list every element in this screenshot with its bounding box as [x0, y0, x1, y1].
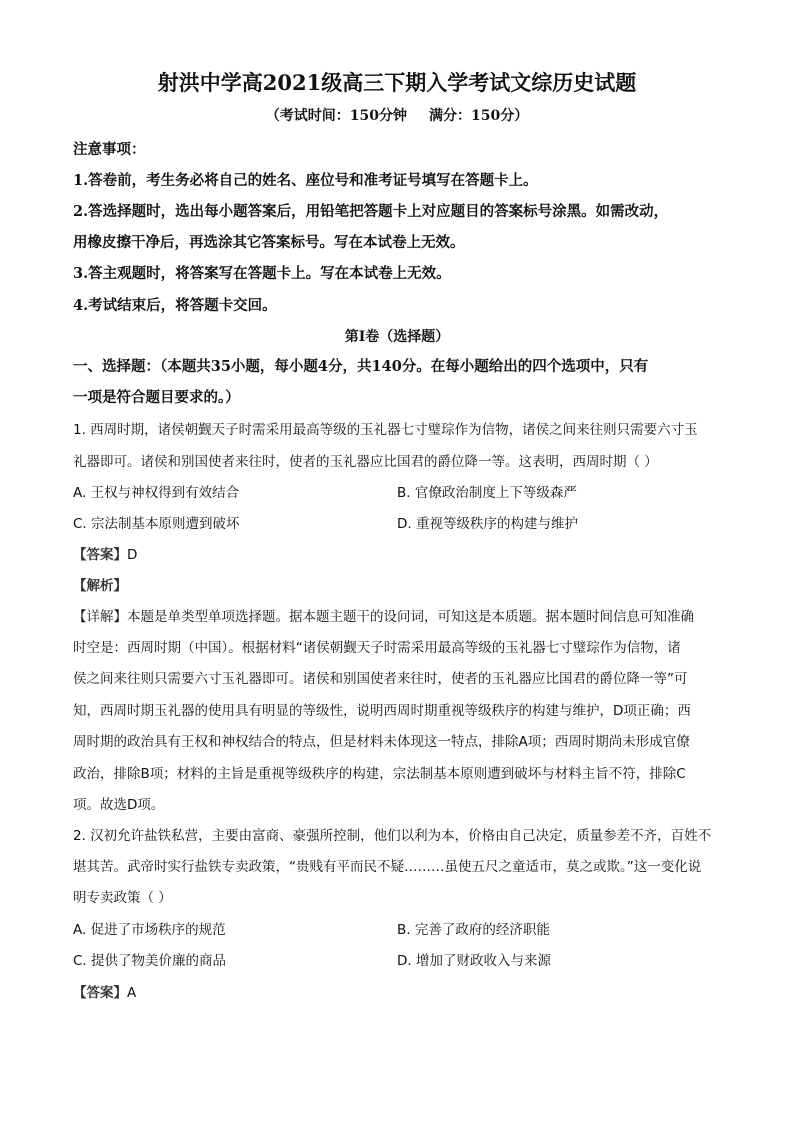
- question-1-option-a: A. 王权与神权得到有效结合: [73, 485, 240, 501]
- answer-tag: 【答案】: [73, 547, 127, 563]
- notice-item: 1.答卷前，考生务必将自己的姓名、座位号和准考证号填写在答题卡上。: [73, 172, 538, 189]
- section-title: 第I卷（选择题）: [344, 329, 450, 345]
- question-1-detail-line: 知，西周时期玉礼器的使用具有明显的等级性，说明西周时期重视等级秩序的构建与维护，D项正确；西: [73, 703, 691, 719]
- question-1-analysis-tag: [73, 576, 127, 596]
- question-2-option-a: A. 促进了市场秩序的规范: [73, 922, 226, 938]
- question-1-detail-line: 政治，排除B项；材料的主旨是重视等级秩序的构建，宗法制基本原则遭到破坏与材料主旨不符，排除C: [73, 766, 686, 782]
- question-2-stem: 堪其苦。武帝时实行盐铁专卖政策，“贵贱有平而民不疑………虽使五尺之童适市，莫之或欺。”这一变化说: [73, 859, 702, 875]
- exam-time: （考试时间：150分钟: [265, 108, 407, 124]
- exam-title: 射洪中学高2021级高三下期入学考试文综历史试题: [157, 70, 637, 95]
- section-instruction: 一项是符合题目要求的。）: [73, 389, 240, 406]
- section-instruction: 一、选择题：（本题共35小题，每小题4分，共140分。在每小题给出的四个选项中，只有: [73, 358, 649, 375]
- question-1-answer: [73, 545, 137, 565]
- analysis-tag: 【解析】: [73, 578, 127, 594]
- notice-item: 2.答选择题时，选出每小题答案后，用铅笔把答题卡上对应题目的答案标号涂黑。如需改动，: [73, 203, 669, 220]
- question-1-stem: 1. 西周时期，诸侯朝觐天子时需采用最高等级的玉礼器七寸璧琮作为信物，诸侯之间来往则只需要六寸玉: [73, 422, 698, 438]
- question-1-option-d: D. 重视等级秩序的构建与维护: [397, 516, 578, 532]
- notice-item: 3.答主观题时，将答案写在答题卡上。写在本试卷上无效。: [73, 265, 451, 282]
- question-2-answer: [73, 983, 136, 1003]
- question-1-option-c: C. 宗法制基本原则遭到破坏: [73, 516, 240, 532]
- question-2-option-b: B. 完善了政府的经济职能: [397, 922, 550, 938]
- exam-subtitle: [0, 106, 794, 126]
- answer-value: A: [127, 985, 137, 1001]
- question-1-detail-line: 项。故选D项。: [73, 797, 165, 813]
- notice-heading: 注意事项：: [73, 141, 146, 158]
- question-1-detail-line: 侯之间来往则只需要六寸玉礼器即可。诸侯和别国使者来往时，使者的玉礼器应比国君的爵位降一等”可: [73, 671, 688, 687]
- question-2-stem: 2. 汉初允许盐铁私营，主要由富商、豪强所控制，他们以利为本，价格由自己决定，质量参差不齐，百姓不: [73, 828, 712, 844]
- question-1-detail-line: 周时期的政治具有王权和神权结合的特点，但是材料未体现这一特点，排除A项；西周时期尚未形成官僚: [73, 734, 690, 750]
- answer-value: D: [127, 547, 138, 563]
- question-1-option-b: B. 官僚政治制度上下等级森严: [397, 485, 577, 501]
- notice-item: 用橡皮擦干净后，再选涂其它答案标号。写在本试卷上无效。: [73, 234, 465, 251]
- question-2-option-d: D. 增加了财政收入与来源: [397, 953, 551, 969]
- exam-score: 满分：150分）: [429, 108, 529, 124]
- answer-tag: 【答案】: [73, 985, 127, 1001]
- notice-item: 4.考试结束后，将答题卡交回。: [73, 297, 277, 314]
- question-1-detail-line: 时空是：西周时期（中国）。根据材料“诸侯朝觐天子时需采用最高等级的玉礼器七寸璧琮作为信物，诸: [73, 640, 681, 656]
- question-1-stem: 礼器即可。诸侯和别国使者来往时，使者的玉礼器应比国君的爵位降一等。这表明，西周时期（ ）: [73, 454, 658, 470]
- question-1-detail-line: 【详解】本题是单类型单项选择题。据本题主题干的设问词，可知这是本质题。据本题时间信息可知准确: [73, 609, 694, 625]
- question-2-option-c: C. 提供了物美价廉的商品: [73, 953, 227, 969]
- question-2-stem: 明专卖政策（ ）: [73, 890, 172, 906]
